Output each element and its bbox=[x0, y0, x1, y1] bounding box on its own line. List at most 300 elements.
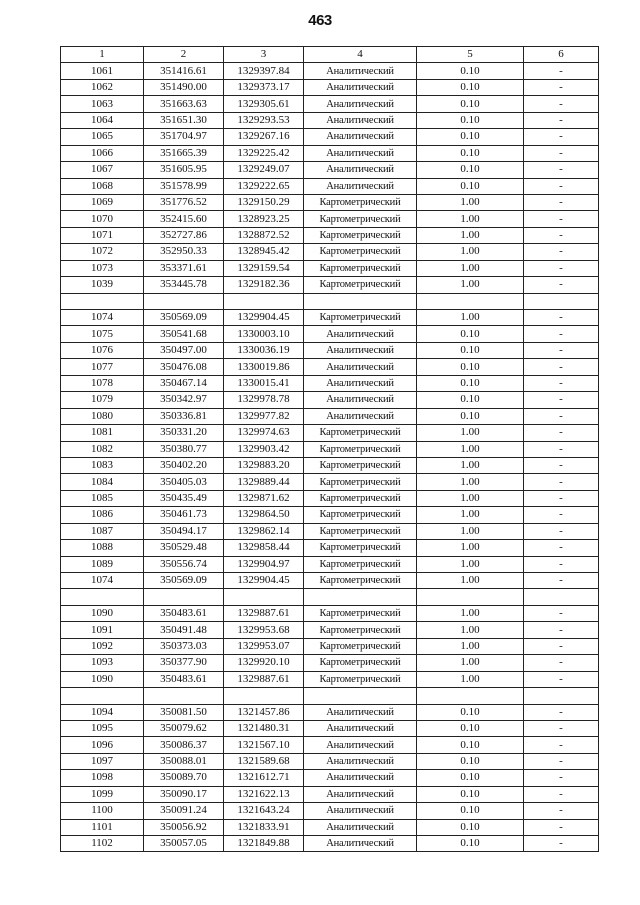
point-number-cell: 1101 bbox=[61, 819, 144, 835]
point-number-cell: 1071 bbox=[61, 227, 144, 243]
x-coordinate-cell: 351665.39 bbox=[144, 145, 224, 161]
y-coordinate-cell: 1329883.20 bbox=[224, 457, 304, 473]
accuracy-cell: 0.10 bbox=[417, 145, 524, 161]
accuracy-cell: 1.00 bbox=[417, 605, 524, 621]
table-row bbox=[61, 63, 599, 79]
column-header-3: 3 bbox=[224, 47, 304, 63]
method-cell: Аналитический bbox=[304, 753, 417, 769]
point-number-cell: 1064 bbox=[61, 112, 144, 128]
y-coordinate-cell: 1329249.07 bbox=[224, 162, 304, 178]
x-coordinate-cell: 351704.97 bbox=[144, 129, 224, 145]
accuracy-cell: 0.10 bbox=[417, 79, 524, 95]
x-coordinate-cell: 353445.78 bbox=[144, 277, 224, 293]
point-number-cell: 1083 bbox=[61, 457, 144, 473]
method-cell: Картометрический bbox=[304, 605, 417, 621]
method-cell: Аналитический bbox=[304, 79, 417, 95]
y-coordinate-cell: 1321643.24 bbox=[224, 803, 304, 819]
point-number-cell: 1085 bbox=[61, 490, 144, 506]
x-coordinate-cell: 350435.49 bbox=[144, 490, 224, 506]
method-cell: Аналитический bbox=[304, 326, 417, 342]
x-coordinate-cell: 350091.24 bbox=[144, 803, 224, 819]
note-cell: - bbox=[524, 770, 599, 786]
method-cell: Картометрический bbox=[304, 244, 417, 260]
note-cell: - bbox=[524, 310, 599, 326]
table-row bbox=[61, 260, 599, 276]
table-row bbox=[61, 556, 599, 572]
method-cell: Картометрический bbox=[304, 441, 417, 457]
note-cell: - bbox=[524, 194, 599, 210]
accuracy-cell: 0.10 bbox=[417, 359, 524, 375]
note-cell: - bbox=[524, 556, 599, 572]
table-body bbox=[61, 63, 599, 852]
x-coordinate-cell: 350402.20 bbox=[144, 457, 224, 473]
point-number-cell: 1063 bbox=[61, 96, 144, 112]
accuracy-cell: 1.00 bbox=[417, 523, 524, 539]
accuracy-cell: 1.00 bbox=[417, 671, 524, 687]
note-cell: - bbox=[524, 803, 599, 819]
column-header-4: 4 bbox=[304, 47, 417, 63]
table-row bbox=[61, 211, 599, 227]
point-number-cell: 1093 bbox=[61, 655, 144, 671]
table-row bbox=[61, 194, 599, 210]
point-number-cell: 1099 bbox=[61, 786, 144, 802]
point-number-cell: 1081 bbox=[61, 425, 144, 441]
point-number-cell: 1079 bbox=[61, 392, 144, 408]
x-coordinate-cell: 350556.74 bbox=[144, 556, 224, 572]
accuracy-cell: 0.10 bbox=[417, 326, 524, 342]
accuracy-cell: 0.10 bbox=[417, 375, 524, 391]
point-number-cell: 1102 bbox=[61, 836, 144, 852]
point-number-cell: 1089 bbox=[61, 556, 144, 572]
x-coordinate-cell: 350079.62 bbox=[144, 720, 224, 736]
method-cell: Аналитический bbox=[304, 112, 417, 128]
y-coordinate-cell: 1329904.45 bbox=[224, 310, 304, 326]
accuracy-cell: 1.00 bbox=[417, 277, 524, 293]
table-row bbox=[61, 490, 599, 506]
accuracy-cell: 1.00 bbox=[417, 540, 524, 556]
y-coordinate-cell: 1329150.29 bbox=[224, 194, 304, 210]
method-cell: Аналитический bbox=[304, 786, 417, 802]
x-coordinate-cell: 351663.63 bbox=[144, 96, 224, 112]
x-coordinate-cell: 350089.70 bbox=[144, 770, 224, 786]
table-row bbox=[61, 720, 599, 736]
x-coordinate-cell: 351605.95 bbox=[144, 162, 224, 178]
note-cell: - bbox=[524, 507, 599, 523]
y-coordinate-cell: 1330003.10 bbox=[224, 326, 304, 342]
note-cell bbox=[524, 589, 599, 605]
point-number-cell: 1088 bbox=[61, 540, 144, 556]
x-coordinate-cell: 350056.92 bbox=[144, 819, 224, 835]
accuracy-cell: 0.10 bbox=[417, 704, 524, 720]
method-cell: Аналитический bbox=[304, 178, 417, 194]
table-row bbox=[61, 162, 599, 178]
x-coordinate-cell: 350476.08 bbox=[144, 359, 224, 375]
note-cell: - bbox=[524, 540, 599, 556]
note-cell: - bbox=[524, 63, 599, 79]
accuracy-cell: 0.10 bbox=[417, 753, 524, 769]
table-row bbox=[61, 507, 599, 523]
accuracy-cell: 1.00 bbox=[417, 556, 524, 572]
y-coordinate-cell: 1329225.42 bbox=[224, 145, 304, 161]
method-cell: Аналитический bbox=[304, 63, 417, 79]
method-cell: Картометрический bbox=[304, 211, 417, 227]
table-row bbox=[61, 753, 599, 769]
point-number-cell bbox=[61, 293, 144, 309]
note-cell bbox=[524, 688, 599, 704]
point-number-cell: 1096 bbox=[61, 737, 144, 753]
y-coordinate-cell: 1329920.10 bbox=[224, 655, 304, 671]
note-cell: - bbox=[524, 671, 599, 687]
accuracy-cell: 0.10 bbox=[417, 819, 524, 835]
x-coordinate-cell: 350541.68 bbox=[144, 326, 224, 342]
method-cell: Аналитический bbox=[304, 408, 417, 424]
point-number-cell: 1086 bbox=[61, 507, 144, 523]
note-cell: - bbox=[524, 474, 599, 490]
table-row bbox=[61, 573, 599, 589]
x-coordinate-cell: 351776.52 bbox=[144, 194, 224, 210]
note-cell: - bbox=[524, 819, 599, 835]
x-coordinate-cell: 350086.37 bbox=[144, 737, 224, 753]
y-coordinate-cell: 1329871.62 bbox=[224, 490, 304, 506]
table-row bbox=[61, 145, 599, 161]
accuracy-cell: 0.10 bbox=[417, 720, 524, 736]
note-cell: - bbox=[524, 79, 599, 95]
note-cell: - bbox=[524, 655, 599, 671]
point-number-cell: 1074 bbox=[61, 310, 144, 326]
y-coordinate-cell: 1328923.25 bbox=[224, 211, 304, 227]
y-coordinate-cell: 1329159.54 bbox=[224, 260, 304, 276]
table-row bbox=[61, 342, 599, 358]
method-cell: Картометрический bbox=[304, 457, 417, 473]
method-cell: Картометрический bbox=[304, 622, 417, 638]
table-row bbox=[61, 770, 599, 786]
note-cell: - bbox=[524, 457, 599, 473]
table-row bbox=[61, 688, 599, 704]
y-coordinate-cell: 1330015.41 bbox=[224, 375, 304, 391]
x-coordinate-cell: 350336.81 bbox=[144, 408, 224, 424]
accuracy-cell: 0.10 bbox=[417, 392, 524, 408]
accuracy-cell: 0.10 bbox=[417, 408, 524, 424]
point-number-cell: 1076 bbox=[61, 342, 144, 358]
x-coordinate-cell: 350405.03 bbox=[144, 474, 224, 490]
table-row bbox=[61, 375, 599, 391]
note-cell: - bbox=[524, 786, 599, 802]
table-row bbox=[61, 523, 599, 539]
accuracy-cell: 1.00 bbox=[417, 227, 524, 243]
y-coordinate-cell: 1321849.88 bbox=[224, 836, 304, 852]
x-coordinate-cell: 350342.97 bbox=[144, 392, 224, 408]
x-coordinate-cell bbox=[144, 589, 224, 605]
y-coordinate-cell: 1329305.61 bbox=[224, 96, 304, 112]
method-cell: Аналитический bbox=[304, 359, 417, 375]
note-cell: - bbox=[524, 704, 599, 720]
note-cell: - bbox=[524, 720, 599, 736]
y-coordinate-cell: 1329977.82 bbox=[224, 408, 304, 424]
note-cell: - bbox=[524, 375, 599, 391]
point-number-cell: 1078 bbox=[61, 375, 144, 391]
note-cell: - bbox=[524, 145, 599, 161]
y-coordinate-cell bbox=[224, 589, 304, 605]
x-coordinate-cell: 350497.00 bbox=[144, 342, 224, 358]
note-cell: - bbox=[524, 178, 599, 194]
table-row bbox=[61, 638, 599, 654]
method-cell: Аналитический bbox=[304, 770, 417, 786]
note-cell: - bbox=[524, 490, 599, 506]
y-coordinate-cell: 1329862.14 bbox=[224, 523, 304, 539]
accuracy-cell: 1.00 bbox=[417, 211, 524, 227]
x-coordinate-cell: 350529.48 bbox=[144, 540, 224, 556]
method-cell: Аналитический bbox=[304, 819, 417, 835]
x-coordinate-cell: 352415.60 bbox=[144, 211, 224, 227]
method-cell: Картометрический bbox=[304, 655, 417, 671]
y-coordinate-cell: 1329858.44 bbox=[224, 540, 304, 556]
page-number: 463 bbox=[308, 12, 332, 29]
y-coordinate-cell: 1330036.19 bbox=[224, 342, 304, 358]
y-coordinate-cell: 1329373.17 bbox=[224, 79, 304, 95]
table-row bbox=[61, 392, 599, 408]
point-number-cell: 1074 bbox=[61, 573, 144, 589]
y-coordinate-cell: 1329293.53 bbox=[224, 112, 304, 128]
point-number-cell: 1082 bbox=[61, 441, 144, 457]
table-row bbox=[61, 359, 599, 375]
accuracy-cell: 0.10 bbox=[417, 129, 524, 145]
x-coordinate-cell: 350057.05 bbox=[144, 836, 224, 852]
x-coordinate-cell: 350483.61 bbox=[144, 671, 224, 687]
point-number-cell: 1100 bbox=[61, 803, 144, 819]
table-row bbox=[61, 425, 599, 441]
y-coordinate-cell: 1321480.31 bbox=[224, 720, 304, 736]
x-coordinate-cell: 353371.61 bbox=[144, 260, 224, 276]
table-row bbox=[61, 244, 599, 260]
note-cell: - bbox=[524, 836, 599, 852]
note-cell: - bbox=[524, 573, 599, 589]
note-cell: - bbox=[524, 425, 599, 441]
x-coordinate-cell bbox=[144, 688, 224, 704]
x-coordinate-cell: 350373.03 bbox=[144, 638, 224, 654]
y-coordinate-cell: 1321833.91 bbox=[224, 819, 304, 835]
x-coordinate-cell: 350377.90 bbox=[144, 655, 224, 671]
method-cell bbox=[304, 293, 417, 309]
accuracy-cell: 1.00 bbox=[417, 490, 524, 506]
accuracy-cell: 0.10 bbox=[417, 803, 524, 819]
point-number-cell: 1098 bbox=[61, 770, 144, 786]
table-row bbox=[61, 96, 599, 112]
column-header-2: 2 bbox=[144, 47, 224, 63]
note-cell: - bbox=[524, 96, 599, 112]
x-coordinate-cell: 350090.17 bbox=[144, 786, 224, 802]
accuracy-cell: 0.10 bbox=[417, 112, 524, 128]
point-number-cell: 1062 bbox=[61, 79, 144, 95]
table-row bbox=[61, 803, 599, 819]
method-cell: Картометрический bbox=[304, 523, 417, 539]
table-row bbox=[61, 457, 599, 473]
y-coordinate-cell: 1329904.45 bbox=[224, 573, 304, 589]
x-coordinate-cell: 352950.33 bbox=[144, 244, 224, 260]
note-cell: - bbox=[524, 392, 599, 408]
x-coordinate-cell: 351651.30 bbox=[144, 112, 224, 128]
table-row bbox=[61, 622, 599, 638]
note-cell: - bbox=[524, 260, 599, 276]
method-cell: Аналитический bbox=[304, 392, 417, 408]
note-cell: - bbox=[524, 244, 599, 260]
column-header-5: 5 bbox=[417, 47, 524, 63]
point-number-cell: 1095 bbox=[61, 720, 144, 736]
x-coordinate-cell: 350081.50 bbox=[144, 704, 224, 720]
point-number-cell: 1091 bbox=[61, 622, 144, 638]
note-cell: - bbox=[524, 227, 599, 243]
point-number-cell: 1068 bbox=[61, 178, 144, 194]
note-cell: - bbox=[524, 408, 599, 424]
accuracy-cell: 0.10 bbox=[417, 96, 524, 112]
table-row bbox=[61, 277, 599, 293]
table-row bbox=[61, 227, 599, 243]
method-cell: Аналитический bbox=[304, 145, 417, 161]
table-row bbox=[61, 129, 599, 145]
accuracy-cell: 0.10 bbox=[417, 162, 524, 178]
note-cell bbox=[524, 293, 599, 309]
y-coordinate-cell: 1330019.86 bbox=[224, 359, 304, 375]
point-number-cell: 1069 bbox=[61, 194, 144, 210]
method-cell: Аналитический bbox=[304, 836, 417, 852]
accuracy-cell bbox=[417, 688, 524, 704]
y-coordinate-cell bbox=[224, 688, 304, 704]
point-number-cell: 1094 bbox=[61, 704, 144, 720]
table-row bbox=[61, 671, 599, 687]
accuracy-cell: 0.10 bbox=[417, 342, 524, 358]
point-number-cell: 1073 bbox=[61, 260, 144, 276]
x-coordinate-cell: 350494.17 bbox=[144, 523, 224, 539]
method-cell: Аналитический bbox=[304, 803, 417, 819]
note-cell: - bbox=[524, 638, 599, 654]
y-coordinate-cell: 1321622.13 bbox=[224, 786, 304, 802]
point-number-cell: 1066 bbox=[61, 145, 144, 161]
column-header-6: 6 bbox=[524, 47, 599, 63]
method-cell: Картометрический bbox=[304, 425, 417, 441]
column-header-1: 1 bbox=[61, 47, 144, 63]
x-coordinate-cell bbox=[144, 293, 224, 309]
method-cell: Аналитический bbox=[304, 720, 417, 736]
method-cell: Картометрический bbox=[304, 474, 417, 490]
point-number-cell: 1065 bbox=[61, 129, 144, 145]
table-row bbox=[61, 178, 599, 194]
table-row bbox=[61, 704, 599, 720]
method-cell: Картометрический bbox=[304, 277, 417, 293]
point-number-cell: 1061 bbox=[61, 63, 144, 79]
point-number-cell bbox=[61, 589, 144, 605]
accuracy-cell: 0.10 bbox=[417, 786, 524, 802]
x-coordinate-cell: 351490.00 bbox=[144, 79, 224, 95]
y-coordinate-cell: 1321457.86 bbox=[224, 704, 304, 720]
table-row bbox=[61, 737, 599, 753]
y-coordinate-cell: 1329903.42 bbox=[224, 441, 304, 457]
note-cell: - bbox=[524, 277, 599, 293]
method-cell: Картометрический bbox=[304, 260, 417, 276]
point-number-cell: 1092 bbox=[61, 638, 144, 654]
y-coordinate-cell: 1328945.42 bbox=[224, 244, 304, 260]
method-cell: Картометрический bbox=[304, 227, 417, 243]
table-row bbox=[61, 605, 599, 621]
accuracy-cell: 0.10 bbox=[417, 770, 524, 786]
accuracy-cell: 1.00 bbox=[417, 260, 524, 276]
y-coordinate-cell bbox=[224, 293, 304, 309]
method-cell: Картометрический bbox=[304, 638, 417, 654]
table-row bbox=[61, 474, 599, 490]
point-number-cell: 1090 bbox=[61, 605, 144, 621]
x-coordinate-cell: 350483.61 bbox=[144, 605, 224, 621]
x-coordinate-cell: 350461.73 bbox=[144, 507, 224, 523]
accuracy-cell: 1.00 bbox=[417, 310, 524, 326]
note-cell: - bbox=[524, 112, 599, 128]
table-row bbox=[61, 540, 599, 556]
method-cell: Аналитический bbox=[304, 96, 417, 112]
method-cell: Аналитический bbox=[304, 737, 417, 753]
accuracy-cell: 1.00 bbox=[417, 441, 524, 457]
accuracy-cell: 1.00 bbox=[417, 474, 524, 490]
table-row bbox=[61, 326, 599, 342]
note-cell: - bbox=[524, 737, 599, 753]
point-number-cell: 1087 bbox=[61, 523, 144, 539]
accuracy-cell: 1.00 bbox=[417, 573, 524, 589]
note-cell: - bbox=[524, 605, 599, 621]
method-cell bbox=[304, 688, 417, 704]
method-cell: Аналитический bbox=[304, 162, 417, 178]
method-cell: Аналитический bbox=[304, 129, 417, 145]
y-coordinate-cell: 1321612.71 bbox=[224, 770, 304, 786]
table-row bbox=[61, 819, 599, 835]
note-cell: - bbox=[524, 359, 599, 375]
method-cell: Картометрический bbox=[304, 490, 417, 506]
table-row bbox=[61, 589, 599, 605]
table-row bbox=[61, 655, 599, 671]
x-coordinate-cell: 351578.99 bbox=[144, 178, 224, 194]
table-row bbox=[61, 408, 599, 424]
method-cell: Картометрический bbox=[304, 671, 417, 687]
method-cell: Картометрический bbox=[304, 540, 417, 556]
x-coordinate-cell: 350380.77 bbox=[144, 441, 224, 457]
accuracy-cell: 0.10 bbox=[417, 63, 524, 79]
y-coordinate-cell: 1329864.50 bbox=[224, 507, 304, 523]
table-row bbox=[61, 293, 599, 309]
x-coordinate-cell: 350088.01 bbox=[144, 753, 224, 769]
y-coordinate-cell: 1329904.97 bbox=[224, 556, 304, 572]
point-number-cell: 1080 bbox=[61, 408, 144, 424]
note-cell: - bbox=[524, 441, 599, 457]
method-cell: Картометрический bbox=[304, 507, 417, 523]
note-cell: - bbox=[524, 523, 599, 539]
accuracy-cell: 1.00 bbox=[417, 507, 524, 523]
y-coordinate-cell: 1329978.78 bbox=[224, 392, 304, 408]
point-number-cell: 1067 bbox=[61, 162, 144, 178]
note-cell: - bbox=[524, 622, 599, 638]
y-coordinate-cell: 1328872.52 bbox=[224, 227, 304, 243]
accuracy-cell bbox=[417, 589, 524, 605]
y-coordinate-cell: 1329953.07 bbox=[224, 638, 304, 654]
x-coordinate-cell: 350569.09 bbox=[144, 573, 224, 589]
accuracy-cell: 0.10 bbox=[417, 836, 524, 852]
point-number-cell: 1070 bbox=[61, 211, 144, 227]
y-coordinate-cell: 1321567.10 bbox=[224, 737, 304, 753]
y-coordinate-cell: 1329889.44 bbox=[224, 474, 304, 490]
x-coordinate-cell: 350467.14 bbox=[144, 375, 224, 391]
point-number-cell bbox=[61, 688, 144, 704]
note-cell: - bbox=[524, 753, 599, 769]
method-cell: Картометрический bbox=[304, 310, 417, 326]
y-coordinate-cell: 1329222.65 bbox=[224, 178, 304, 194]
point-number-cell: 1075 bbox=[61, 326, 144, 342]
note-cell: - bbox=[524, 342, 599, 358]
x-coordinate-cell: 350569.09 bbox=[144, 310, 224, 326]
y-coordinate-cell: 1329887.61 bbox=[224, 605, 304, 621]
